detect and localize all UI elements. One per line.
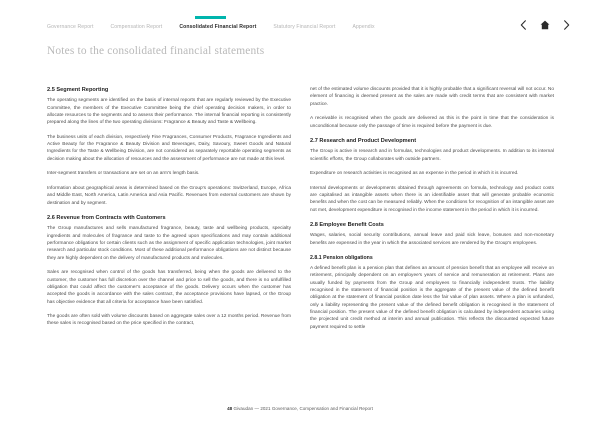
section-heading-segment-reporting: 2.5 Segment Reporting <box>47 87 109 93</box>
active-tab-indicator <box>195 16 226 19</box>
tab-governance-report[interactable] <box>47 16 94 31</box>
tab-appendix[interactable] <box>352 16 374 31</box>
tab-label: Consolidated Financial Report <box>179 24 257 30</box>
paragraph: Expenditure on research activities is recognised as an expense in the period in which it is incurred. <box>310 171 519 177</box>
paragraph: A receivable is recognised when the goods are delivered as this is the point in time that the consideration is unconditional because only the passage of time is required before the payment is due. <box>310 116 554 129</box>
paragraph: The Group is active in research and in formulas, technologies and product developments. In addition to its internal scientific efforts, the Group collaborates with outside partners. <box>310 149 554 162</box>
chevron-right-icon[interactable] <box>563 20 570 30</box>
tab-label: Appendix <box>352 24 375 30</box>
left-column <box>47 86 291 331</box>
chevron-left-icon[interactable] <box>520 20 527 30</box>
page-number: 48 <box>227 406 233 411</box>
page-navigation-controls <box>520 16 570 30</box>
paragraph: The Group manufactures and sells manufactured fragrance, beauty, taste and wellbeing products, specialty ingredients and molecules of fragrance and taste to the agreed upon specifications and may contain additional performance obligations for certain clients such as the assignment of specific application technologies, joint market research and particular stock conditions. Most of these additional performance obligations are not distinct because they are highly dependent on the delivery of manufactured products and molecules. <box>47 226 291 261</box>
tab-label: Governance Report <box>47 24 94 30</box>
footer-text: Givaudan — 2021 Governance, Compensation and Financial Report <box>233 406 373 411</box>
section-heading-research-and-product-development: 2.7 Research and Product Development <box>310 138 417 145</box>
paragraph: The business units of each division, respectively Fine Fragrances, Consumer Products, Fragrance Ingredients and Active Beauty for the Fragrance & Beauty Division and Beverages, Dairy, Savoury, Sweet Goods and Natural Ingredients for the Taste & Wellbeing Division, are not considered as separately reportable operating segments as decision making about the allocation of resources and the assessment of performance are not made at this level. <box>47 134 291 162</box>
paragraph: Information about geographical areas is determined based on the Group's operations: Switzerland, Europe, Africa and Middle East, North America, Latin America and Asia Pacific. Revenues from external customers are shown by destination and by segment. <box>47 185 291 206</box>
tab-statutory-financial-report[interactable] <box>273 16 335 31</box>
page-footer <box>0 405 600 412</box>
top-navigation <box>47 16 570 36</box>
paragraph: The goods are often sold with volume discounts based on aggregate sales over a 12 months period. Revenue from these sales is recognised based on the price specified in the contract, <box>47 314 291 327</box>
section-heading-employee-benefit-costs: 2.8 Employee Benefit Costs <box>310 222 384 229</box>
right-column <box>310 86 554 331</box>
paragraph: Sales are recognised when control of the goods has transferred, being when the goods are delivered to the customer, the customer has full discretion over the channel and price to sell the goods, and there is no unfulfilled obligation that could affect the customer's acceptance of the goods. Delivery occurs when the customer has accepted the goods in accordance with the sales contract, the acceptance provisions have lapsed, or the Group has objective evidence that all criteria for acceptance have been satisfied. <box>47 270 291 305</box>
subsection-heading-pension-obligations: 2.8.1 Pension obligations <box>310 255 373 262</box>
paragraph: net of the estimated volume discounts provided that it is highly probable that a significant reversal will not occur. No element of financing is deemed present as the sales are made with credit terms that are consistent with market practice. <box>310 87 554 107</box>
home-icon[interactable] <box>540 20 550 30</box>
paragraph: Inter-segment transfers or transactions are set on an arm's length basis. <box>47 171 200 177</box>
tab-label: Statutory Financial Report <box>273 24 336 30</box>
tab-compensation-report[interactable] <box>111 16 163 31</box>
tab-consolidated-financial-report[interactable] <box>179 16 256 31</box>
paragraph: A defined benefit plan is a pension plan that defines an amount of pension benefit that an employee will receive on retirement, principally dependent on an employee's years of service and remuneration at retirement. Plans are usually funded by payments from the Group and employees to financially independent trusts. The liability recognised in the statement of financial position is the aggregate of the present value of the defined benefit obligation at the statement of financial position date less the fair value of plan assets. Where a plan is unfunded, only a liability representing the present value of the defined benefit obligation is recognised in the statement of financial position. The present value of the defined benefit obligation is calculated by independent actuaries using the projected unit credit method at interim and annual publication. This reflects the discounted expected future payment required to settle <box>310 265 554 330</box>
report-tabs <box>47 16 375 31</box>
document-body <box>47 86 555 331</box>
paragraph: The operating segments are identified on the basis of internal reports that are regularly reviewed by the Executive Committee, the members of the Executive Committee being the chief operating decision makers, in order to allocate resources to the segments and to assess their performance. The internal financial reporting is consistently prepared along the lines of the two operating divisions: Fragrance & Beauty and Taste & Wellbeing. <box>47 98 291 126</box>
tab-label: Compensation Report <box>110 24 163 30</box>
section-heading-revenue-from-contracts: 2.6 Revenue from Contracts with Customers <box>47 215 166 222</box>
paragraph: Internal developments or developments obtained through agreements on formula, technology and product costs are capitalised as intangible assets when there is an identifiable asset that will generate probable economic benefits and when the cost can be measured reliably. When the conditions for recognition of an intangible asset are not met, development expenditure is recognised in the income statement in the period in which it is incurred. <box>310 185 554 213</box>
page-title: Notes to the consolidated financial statements <box>47 45 265 57</box>
paragraph: Wages, salaries, social security contributions, annual leave and paid sick leave, bonuses and non-monetary benefits are expensed in the year in which the associated services are rendered by the Group's employees. <box>310 233 554 246</box>
